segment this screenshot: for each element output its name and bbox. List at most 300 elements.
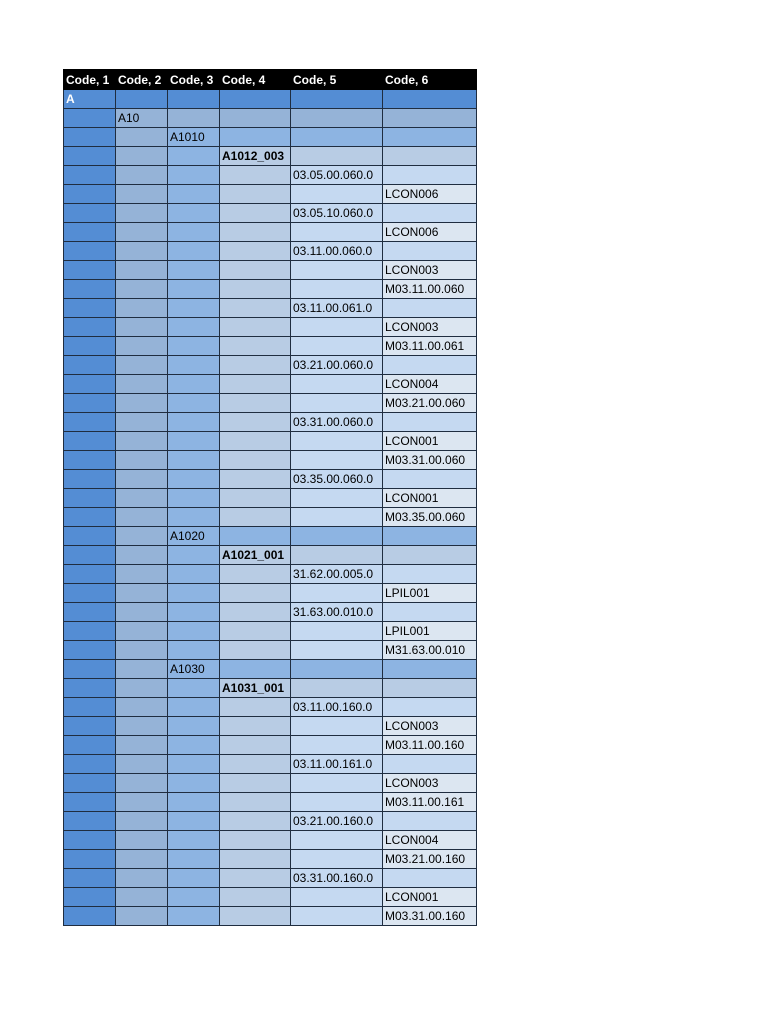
cell-code-6[interactable]: M31.63.00.010 (383, 641, 477, 660)
cell-code-4[interactable] (220, 109, 291, 128)
cell-code-2[interactable] (116, 166, 168, 185)
cell-code-5[interactable]: 03.21.00.060.0 (291, 356, 383, 375)
cell-code-5[interactable] (291, 850, 383, 869)
cell-code-5[interactable]: 31.62.00.005.0 (291, 565, 383, 584)
cell-code-2[interactable] (116, 584, 168, 603)
cell-code-3[interactable] (168, 622, 220, 641)
cell-code-5[interactable]: 03.05.00.060.0 (291, 166, 383, 185)
cell-code-6[interactable]: LCON001 (383, 489, 477, 508)
table-body (64, 90, 477, 926)
cell-code-3[interactable] (168, 318, 220, 337)
cell-code-3[interactable] (168, 831, 220, 850)
cell-code-5[interactable]: 31.63.00.010.0 (291, 603, 383, 622)
cell-code-4[interactable] (220, 128, 291, 147)
cell-code-5[interactable] (291, 793, 383, 812)
cell-code-2[interactable] (116, 736, 168, 755)
cell-code-3[interactable] (168, 698, 220, 717)
cell-code-2[interactable] (116, 641, 168, 660)
cell-code-6[interactable]: LCON006 (383, 185, 477, 204)
cell-code-1[interactable] (64, 204, 116, 223)
cell-code-1[interactable] (64, 489, 116, 508)
cell-code-2[interactable] (116, 147, 168, 166)
cell-code-1[interactable] (64, 907, 116, 926)
cell-code-5[interactable]: 03.05.10.060.0 (291, 204, 383, 223)
cell-code-6[interactable]: LCON004 (383, 375, 477, 394)
cell-code-5[interactable] (291, 375, 383, 394)
cell-code-5[interactable] (291, 717, 383, 736)
cell-code-1[interactable] (64, 375, 116, 394)
table-row (64, 90, 477, 109)
cell-code-3[interactable]: A1010 (168, 128, 220, 147)
table-row (64, 489, 477, 508)
cell-code-6[interactable]: M03.11.00.160 (383, 736, 477, 755)
cell-code-1[interactable] (64, 413, 116, 432)
cell-code-4[interactable] (220, 660, 291, 679)
cell-code-2[interactable] (116, 356, 168, 375)
table-row (64, 907, 477, 926)
header-code-1[interactable]: Code, 1 (64, 70, 116, 90)
cell-code-3[interactable] (168, 223, 220, 242)
cell-code-5[interactable] (291, 451, 383, 470)
cell-code-4[interactable] (220, 755, 291, 774)
cell-code-1[interactable] (64, 394, 116, 413)
cell-code-2[interactable] (116, 603, 168, 622)
cell-code-2[interactable] (116, 565, 168, 584)
cell-code-3[interactable] (168, 204, 220, 223)
cell-code-4[interactable] (220, 584, 291, 603)
table-row (64, 831, 477, 850)
cell-code-4[interactable] (220, 508, 291, 527)
cell-code-4[interactable] (220, 261, 291, 280)
cell-code-6[interactable]: M03.31.00.060 (383, 451, 477, 470)
cell-code-1[interactable] (64, 185, 116, 204)
cell-code-2[interactable] (116, 831, 168, 850)
cell-code-6[interactable] (383, 299, 477, 318)
cell-code-3[interactable] (168, 736, 220, 755)
table-row (64, 185, 477, 204)
cell-code-2[interactable] (116, 527, 168, 546)
cell-code-6[interactable] (383, 698, 477, 717)
cell-code-3[interactable] (168, 679, 220, 698)
cell-code-6[interactable]: LCON001 (383, 888, 477, 907)
cell-code-5[interactable] (291, 774, 383, 793)
cell-code-1[interactable] (64, 584, 116, 603)
cell-code-5[interactable] (291, 622, 383, 641)
table-row (64, 527, 477, 546)
cell-code-5[interactable] (291, 432, 383, 451)
cell-code-1[interactable] (64, 546, 116, 565)
cell-code-5[interactable] (291, 508, 383, 527)
cell-code-4[interactable] (220, 318, 291, 337)
cell-code-2[interactable] (116, 508, 168, 527)
cell-code-3[interactable]: A1020 (168, 527, 220, 546)
cell-code-2[interactable] (116, 451, 168, 470)
cell-code-5[interactable]: 03.21.00.160.0 (291, 812, 383, 831)
cell-code-4[interactable] (220, 280, 291, 299)
cell-code-2[interactable] (116, 774, 168, 793)
cell-code-1[interactable] (64, 508, 116, 527)
cell-code-2[interactable] (116, 698, 168, 717)
cell-code-5[interactable]: 03.31.00.060.0 (291, 413, 383, 432)
cell-code-4[interactable] (220, 356, 291, 375)
cell-code-4[interactable]: A1031_001 (220, 679, 291, 698)
cell-code-4[interactable] (220, 850, 291, 869)
cell-code-3[interactable] (168, 337, 220, 356)
cell-code-2[interactable] (116, 128, 168, 147)
cell-code-1[interactable] (64, 888, 116, 907)
cell-code-6[interactable]: LCON001 (383, 432, 477, 451)
table-row (64, 698, 477, 717)
cell-code-1[interactable] (64, 261, 116, 280)
cell-code-2[interactable] (116, 546, 168, 565)
cell-code-6[interactable]: M03.31.00.160 (383, 907, 477, 926)
cell-code-5[interactable] (291, 185, 383, 204)
cell-code-4[interactable]: A1012_003 (220, 147, 291, 166)
cell-code-1[interactable] (64, 774, 116, 793)
cell-code-3[interactable] (168, 508, 220, 527)
cell-code-4[interactable] (220, 204, 291, 223)
cell-code-3[interactable] (168, 432, 220, 451)
cell-code-5[interactable]: 03.11.00.061.0 (291, 299, 383, 318)
cell-code-5[interactable] (291, 147, 383, 166)
cell-code-3[interactable] (168, 584, 220, 603)
table-row (64, 546, 477, 565)
cell-code-6[interactable] (383, 356, 477, 375)
cell-code-5[interactable]: 03.11.00.160.0 (291, 698, 383, 717)
table-row (64, 736, 477, 755)
cell-code-6[interactable]: LCON003 (383, 318, 477, 337)
cell-code-5[interactable] (291, 679, 383, 698)
table-row (64, 394, 477, 413)
cell-code-3[interactable] (168, 546, 220, 565)
cell-code-4[interactable] (220, 736, 291, 755)
cell-code-2[interactable] (116, 660, 168, 679)
cell-code-6[interactable] (383, 869, 477, 888)
cell-code-3[interactable] (168, 394, 220, 413)
cell-code-5[interactable]: 03.31.00.160.0 (291, 869, 383, 888)
cell-code-2[interactable] (116, 470, 168, 489)
cell-code-5[interactable] (291, 318, 383, 337)
cell-code-2[interactable] (116, 90, 168, 109)
cell-code-3[interactable] (168, 717, 220, 736)
cell-code-3[interactable] (168, 793, 220, 812)
cell-code-3[interactable] (168, 489, 220, 508)
cell-code-3[interactable] (168, 356, 220, 375)
table-row (64, 166, 477, 185)
cell-code-4[interactable] (220, 603, 291, 622)
cell-code-1[interactable] (64, 622, 116, 641)
cell-code-1[interactable] (64, 869, 116, 888)
cell-code-4[interactable] (220, 242, 291, 261)
table-row (64, 679, 477, 698)
table-row (64, 470, 477, 489)
cell-code-3[interactable] (168, 641, 220, 660)
cell-code-6[interactable] (383, 242, 477, 261)
cell-code-5[interactable] (291, 337, 383, 356)
table-row (64, 812, 477, 831)
cell-code-5[interactable] (291, 888, 383, 907)
cell-code-1[interactable] (64, 831, 116, 850)
cell-code-5[interactable] (291, 584, 383, 603)
cell-code-3[interactable] (168, 242, 220, 261)
cell-code-1[interactable] (64, 432, 116, 451)
cell-code-3[interactable] (168, 850, 220, 869)
table-row (64, 793, 477, 812)
cell-code-1[interactable] (64, 242, 116, 261)
cell-code-4[interactable] (220, 375, 291, 394)
cell-code-6[interactable] (383, 128, 477, 147)
cell-code-2[interactable] (116, 394, 168, 413)
cell-code-6[interactable]: M03.21.00.160 (383, 850, 477, 869)
cell-code-6[interactable] (383, 755, 477, 774)
cell-code-4[interactable] (220, 166, 291, 185)
table-row (64, 299, 477, 318)
cell-code-2[interactable]: A10 (116, 109, 168, 128)
cell-code-5[interactable] (291, 660, 383, 679)
cell-code-2[interactable] (116, 622, 168, 641)
cell-code-3[interactable] (168, 299, 220, 318)
cell-code-2[interactable] (116, 812, 168, 831)
cell-code-5[interactable] (291, 641, 383, 660)
cell-code-6[interactable] (383, 109, 477, 128)
cell-code-5[interactable] (291, 109, 383, 128)
cell-code-5[interactable]: 03.11.00.060.0 (291, 242, 383, 261)
cell-code-4[interactable] (220, 451, 291, 470)
header-code-5[interactable]: Code, 5 (291, 70, 383, 90)
cell-code-3[interactable] (168, 280, 220, 299)
cell-code-3[interactable] (168, 470, 220, 489)
cell-code-2[interactable] (116, 185, 168, 204)
cell-code-1[interactable] (64, 451, 116, 470)
cell-code-2[interactable] (116, 755, 168, 774)
cell-code-3[interactable] (168, 90, 220, 109)
cell-code-4[interactable]: A1021_001 (220, 546, 291, 565)
header-code-2[interactable]: Code, 2 (116, 70, 168, 90)
cell-code-4[interactable] (220, 869, 291, 888)
cell-code-4[interactable] (220, 299, 291, 318)
cell-code-6[interactable] (383, 527, 477, 546)
cell-code-1[interactable] (64, 356, 116, 375)
cell-code-2[interactable] (116, 907, 168, 926)
cell-code-2[interactable] (116, 888, 168, 907)
table-row (64, 375, 477, 394)
cell-code-6[interactable] (383, 166, 477, 185)
cell-code-3[interactable]: A1030 (168, 660, 220, 679)
cell-code-6[interactable] (383, 603, 477, 622)
cell-code-6[interactable] (383, 204, 477, 223)
cell-code-2[interactable] (116, 869, 168, 888)
cell-code-4[interactable] (220, 185, 291, 204)
cell-code-4[interactable] (220, 565, 291, 584)
cell-code-1[interactable] (64, 318, 116, 337)
cell-code-6[interactable]: LPIL001 (383, 584, 477, 603)
cell-code-3[interactable] (168, 812, 220, 831)
cell-code-4[interactable] (220, 432, 291, 451)
cell-code-1[interactable] (64, 128, 116, 147)
cell-code-6[interactable] (383, 660, 477, 679)
cell-code-6[interactable] (383, 565, 477, 584)
cell-code-3[interactable] (168, 774, 220, 793)
cell-code-3[interactable] (168, 147, 220, 166)
cell-code-2[interactable] (116, 242, 168, 261)
cell-code-1[interactable] (64, 755, 116, 774)
cell-code-3[interactable] (168, 869, 220, 888)
cell-code-1[interactable] (64, 679, 116, 698)
cell-code-3[interactable] (168, 413, 220, 432)
cell-code-4[interactable] (220, 888, 291, 907)
cell-code-6[interactable]: M03.11.00.060 (383, 280, 477, 299)
cell-code-3[interactable] (168, 603, 220, 622)
cell-code-6[interactable] (383, 546, 477, 565)
cell-code-4[interactable] (220, 90, 291, 109)
cell-code-5[interactable] (291, 736, 383, 755)
cell-code-1[interactable] (64, 565, 116, 584)
cell-code-6[interactable]: LCON003 (383, 717, 477, 736)
cell-code-2[interactable] (116, 679, 168, 698)
cell-code-6[interactable]: LCON006 (383, 223, 477, 242)
cell-code-1[interactable] (64, 698, 116, 717)
cell-code-5[interactable] (291, 527, 383, 546)
cell-code-1[interactable] (64, 641, 116, 660)
cell-code-5[interactable] (291, 489, 383, 508)
cell-code-1[interactable] (64, 337, 116, 356)
cell-code-1[interactable] (64, 793, 116, 812)
cell-code-1[interactable] (64, 736, 116, 755)
cell-code-3[interactable] (168, 109, 220, 128)
cell-code-1[interactable] (64, 812, 116, 831)
cell-code-6[interactable] (383, 147, 477, 166)
cell-code-3[interactable] (168, 755, 220, 774)
cell-code-4[interactable] (220, 812, 291, 831)
cell-code-5[interactable] (291, 90, 383, 109)
table-row (64, 660, 477, 679)
cell-code-3[interactable] (168, 375, 220, 394)
cell-code-4[interactable] (220, 337, 291, 356)
cell-code-3[interactable] (168, 907, 220, 926)
cell-code-6[interactable]: LCON004 (383, 831, 477, 850)
cell-code-6[interactable]: M03.11.00.061 (383, 337, 477, 356)
cell-code-4[interactable] (220, 717, 291, 736)
table-row (64, 109, 477, 128)
cell-code-4[interactable] (220, 223, 291, 242)
cell-code-4[interactable] (220, 831, 291, 850)
cell-code-5[interactable] (291, 831, 383, 850)
cell-code-2[interactable] (116, 375, 168, 394)
cell-code-3[interactable] (168, 451, 220, 470)
cell-code-2[interactable] (116, 299, 168, 318)
table-row (64, 850, 477, 869)
cell-code-2[interactable] (116, 489, 168, 508)
table-row (64, 147, 477, 166)
cell-code-1[interactable]: A (64, 90, 116, 109)
cell-code-2[interactable] (116, 204, 168, 223)
cell-code-1[interactable] (64, 280, 116, 299)
table-row (64, 204, 477, 223)
cell-code-4[interactable] (220, 793, 291, 812)
table-row (64, 242, 477, 261)
cell-code-6[interactable]: LPIL001 (383, 622, 477, 641)
cell-code-6[interactable]: LCON003 (383, 261, 477, 280)
cell-code-5[interactable] (291, 223, 383, 242)
cell-code-3[interactable] (168, 185, 220, 204)
cell-code-1[interactable] (64, 109, 116, 128)
cell-code-6[interactable] (383, 470, 477, 489)
cell-code-5[interactable]: 03.35.00.060.0 (291, 470, 383, 489)
cell-code-5[interactable] (291, 280, 383, 299)
cell-code-6[interactable]: LCON003 (383, 774, 477, 793)
cell-code-4[interactable] (220, 698, 291, 717)
cell-code-1[interactable] (64, 717, 116, 736)
cell-code-1[interactable] (64, 527, 116, 546)
table-row (64, 432, 477, 451)
header-code-6[interactable]: Code, 6 (383, 70, 477, 90)
table-row (64, 337, 477, 356)
cell-code-2[interactable] (116, 223, 168, 242)
cell-code-6[interactable]: M03.35.00.060 (383, 508, 477, 527)
cell-code-6[interactable] (383, 679, 477, 698)
header-code-4[interactable]: Code, 4 (220, 70, 291, 90)
cell-code-1[interactable] (64, 850, 116, 869)
cell-code-3[interactable] (168, 261, 220, 280)
cell-code-2[interactable] (116, 717, 168, 736)
cell-code-5[interactable]: 03.11.00.161.0 (291, 755, 383, 774)
header-code-3[interactable]: Code, 3 (168, 70, 220, 90)
table-row (64, 508, 477, 527)
cell-code-6[interactable]: M03.21.00.060 (383, 394, 477, 413)
cell-code-4[interactable] (220, 489, 291, 508)
cell-code-5[interactable] (291, 907, 383, 926)
cell-code-6[interactable] (383, 812, 477, 831)
cell-code-1[interactable] (64, 660, 116, 679)
cell-code-1[interactable] (64, 603, 116, 622)
table-row (64, 280, 477, 299)
cell-code-5[interactable] (291, 546, 383, 565)
cell-code-5[interactable] (291, 128, 383, 147)
cell-code-1[interactable] (64, 223, 116, 242)
table-row (64, 774, 477, 793)
cell-code-5[interactable] (291, 261, 383, 280)
cell-code-3[interactable] (168, 166, 220, 185)
cell-code-1[interactable] (64, 147, 116, 166)
cell-code-3[interactable] (168, 565, 220, 584)
cell-code-1[interactable] (64, 166, 116, 185)
cell-code-4[interactable] (220, 774, 291, 793)
cell-code-1[interactable] (64, 299, 116, 318)
cell-code-2[interactable] (116, 793, 168, 812)
cell-code-1[interactable] (64, 470, 116, 489)
cell-code-6[interactable] (383, 413, 477, 432)
cell-code-2[interactable] (116, 432, 168, 451)
cell-code-2[interactable] (116, 850, 168, 869)
cell-code-2[interactable] (116, 261, 168, 280)
cell-code-2[interactable] (116, 318, 168, 337)
cell-code-5[interactable] (291, 394, 383, 413)
cell-code-4[interactable] (220, 413, 291, 432)
cell-code-2[interactable] (116, 337, 168, 356)
cell-code-3[interactable] (168, 888, 220, 907)
cell-code-2[interactable] (116, 413, 168, 432)
cell-code-4[interactable] (220, 907, 291, 926)
cell-code-4[interactable] (220, 394, 291, 413)
cell-code-4[interactable] (220, 527, 291, 546)
cell-code-4[interactable] (220, 622, 291, 641)
cell-code-4[interactable] (220, 641, 291, 660)
cell-code-6[interactable] (383, 90, 477, 109)
cell-code-6[interactable]: M03.11.00.161 (383, 793, 477, 812)
table-row (64, 584, 477, 603)
cell-code-2[interactable] (116, 280, 168, 299)
cell-code-4[interactable] (220, 470, 291, 489)
